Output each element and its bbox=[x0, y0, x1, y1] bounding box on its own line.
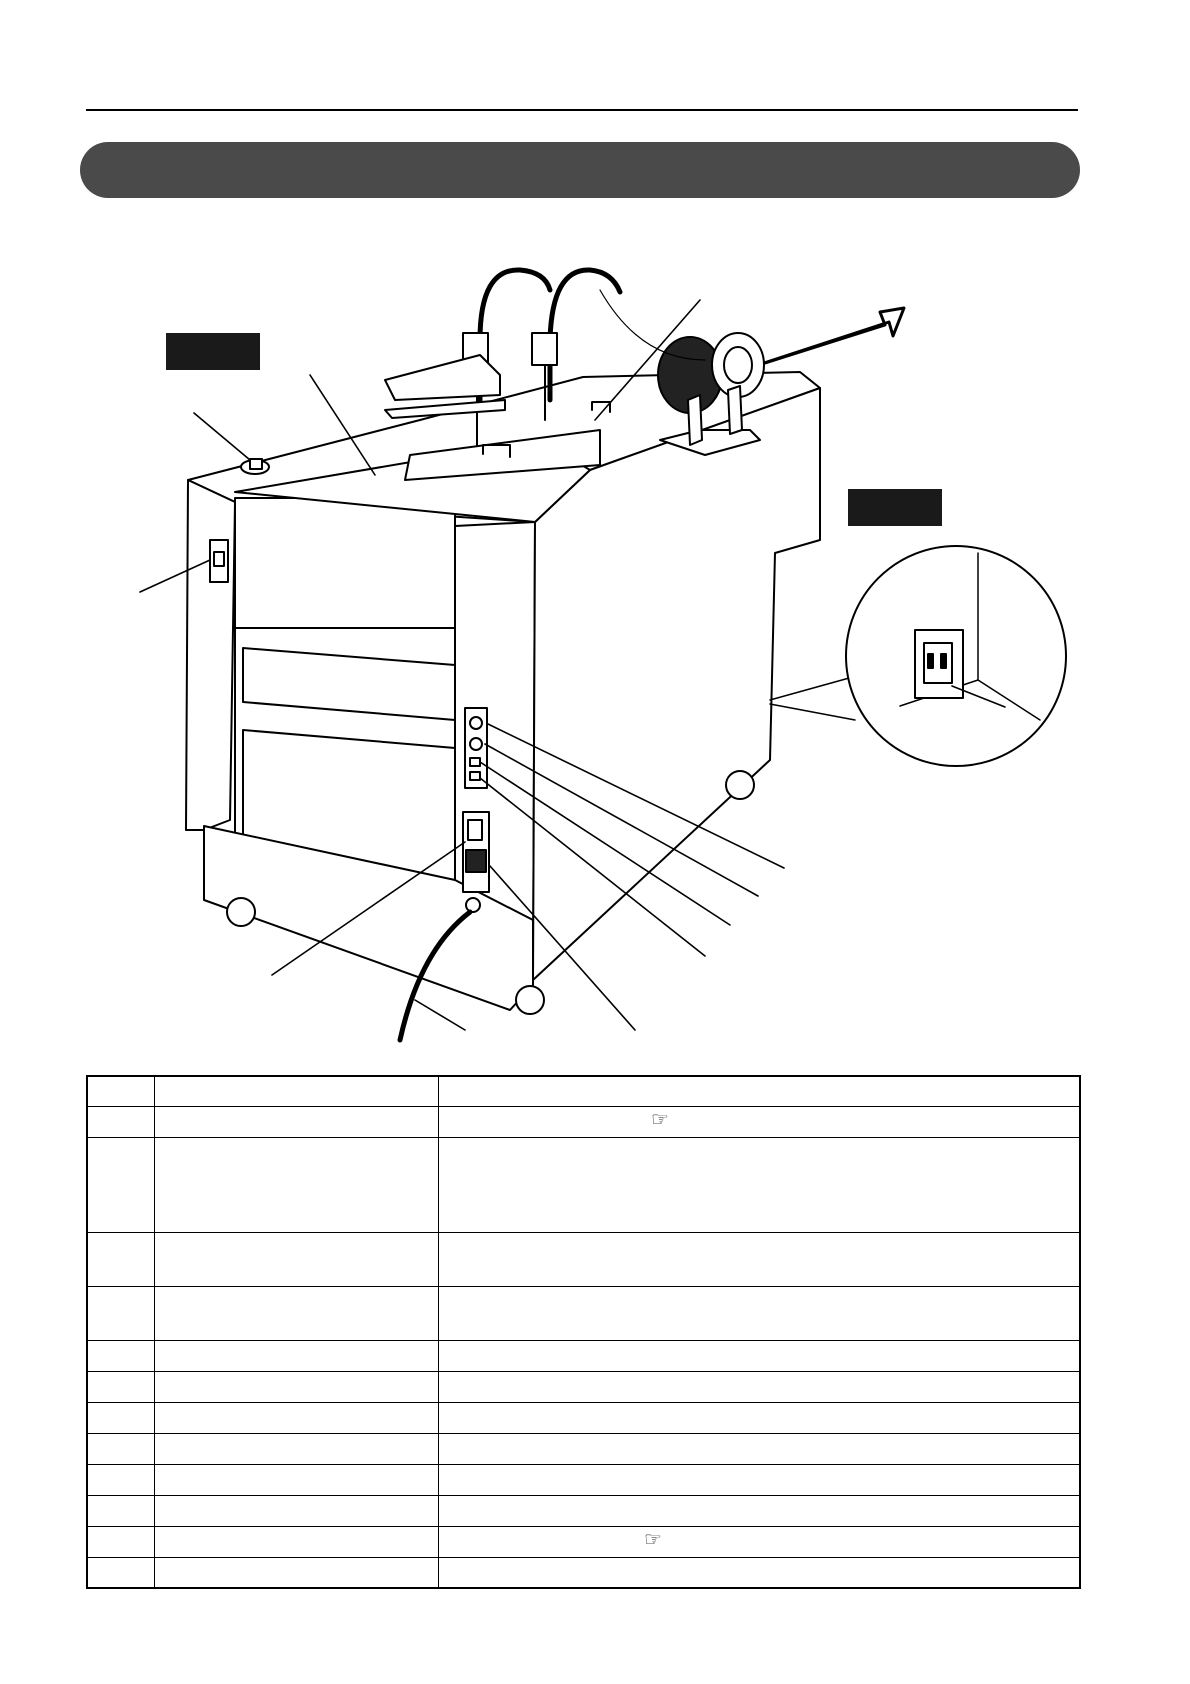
table-cell-no bbox=[87, 1464, 155, 1495]
table-row bbox=[87, 1137, 1080, 1232]
left-tool-head bbox=[385, 355, 500, 400]
table-cell-name bbox=[155, 1371, 439, 1402]
table-cell-description bbox=[439, 1495, 1081, 1526]
table-cell-name bbox=[155, 1464, 439, 1495]
table-cell-name bbox=[155, 1433, 439, 1464]
table-cell-no bbox=[87, 1433, 155, 1464]
table-row bbox=[87, 1495, 1080, 1526]
table-body bbox=[87, 1106, 1080, 1588]
table-cell-description bbox=[439, 1557, 1081, 1588]
table-row bbox=[87, 1340, 1080, 1371]
table-cell-no bbox=[87, 1106, 155, 1137]
table-cell-name bbox=[155, 1340, 439, 1371]
machine-left-face bbox=[186, 480, 235, 830]
table-cell-name bbox=[155, 1137, 439, 1232]
table-cell-name bbox=[155, 1232, 439, 1286]
table-cell-name bbox=[155, 1495, 439, 1526]
table-cell-description bbox=[439, 1464, 1081, 1495]
view-label-box-right bbox=[848, 489, 942, 526]
view-label-box-left bbox=[166, 333, 260, 370]
wheel-front-left bbox=[227, 898, 255, 926]
header-no bbox=[87, 1076, 155, 1106]
header-description bbox=[439, 1076, 1081, 1106]
table-cell-name bbox=[155, 1402, 439, 1433]
table-cell-description bbox=[439, 1232, 1081, 1286]
table-cell-no bbox=[87, 1286, 155, 1340]
table-cell-no bbox=[87, 1232, 155, 1286]
table-cell-description bbox=[439, 1402, 1081, 1433]
table-cell-description bbox=[439, 1340, 1081, 1371]
table-cell-no bbox=[87, 1526, 155, 1557]
table-cell-description bbox=[439, 1526, 1081, 1557]
table-cell-name bbox=[155, 1557, 439, 1588]
direction-arrow-icon bbox=[762, 308, 904, 364]
table-cell-no bbox=[87, 1495, 155, 1526]
table-header-row bbox=[87, 1076, 1080, 1106]
upper-panel bbox=[235, 498, 455, 628]
table-cell-no bbox=[87, 1340, 155, 1371]
header-name bbox=[155, 1076, 439, 1106]
parts-table bbox=[86, 1075, 1081, 1589]
table-row bbox=[87, 1464, 1080, 1495]
pointing-hand-icon: ☞ bbox=[644, 1528, 662, 1551]
table-row bbox=[87, 1232, 1080, 1286]
wheel-front-right bbox=[516, 986, 544, 1014]
table-cell-name bbox=[155, 1286, 439, 1340]
table-row bbox=[87, 1286, 1080, 1340]
table-cell-description bbox=[439, 1137, 1081, 1232]
table-cell-description bbox=[439, 1286, 1081, 1340]
table-cell-no bbox=[87, 1371, 155, 1402]
table-cell-no bbox=[87, 1557, 155, 1588]
table-cell-no bbox=[87, 1137, 155, 1232]
table-row bbox=[87, 1526, 1080, 1557]
table-cell-description bbox=[439, 1371, 1081, 1402]
table-row bbox=[87, 1433, 1080, 1464]
table-row bbox=[87, 1106, 1080, 1137]
table-cell-no bbox=[87, 1402, 155, 1433]
table-row bbox=[87, 1371, 1080, 1402]
table-cell-name bbox=[155, 1106, 439, 1137]
table-row bbox=[87, 1402, 1080, 1433]
wheel-back-right bbox=[726, 771, 754, 799]
pointing-hand-icon: ☞ bbox=[651, 1108, 669, 1131]
table-row bbox=[87, 1557, 1080, 1588]
spool-icon bbox=[658, 333, 764, 455]
table-cell-description bbox=[439, 1433, 1081, 1464]
table-cell-name bbox=[155, 1526, 439, 1557]
table-cell-description bbox=[439, 1106, 1081, 1137]
